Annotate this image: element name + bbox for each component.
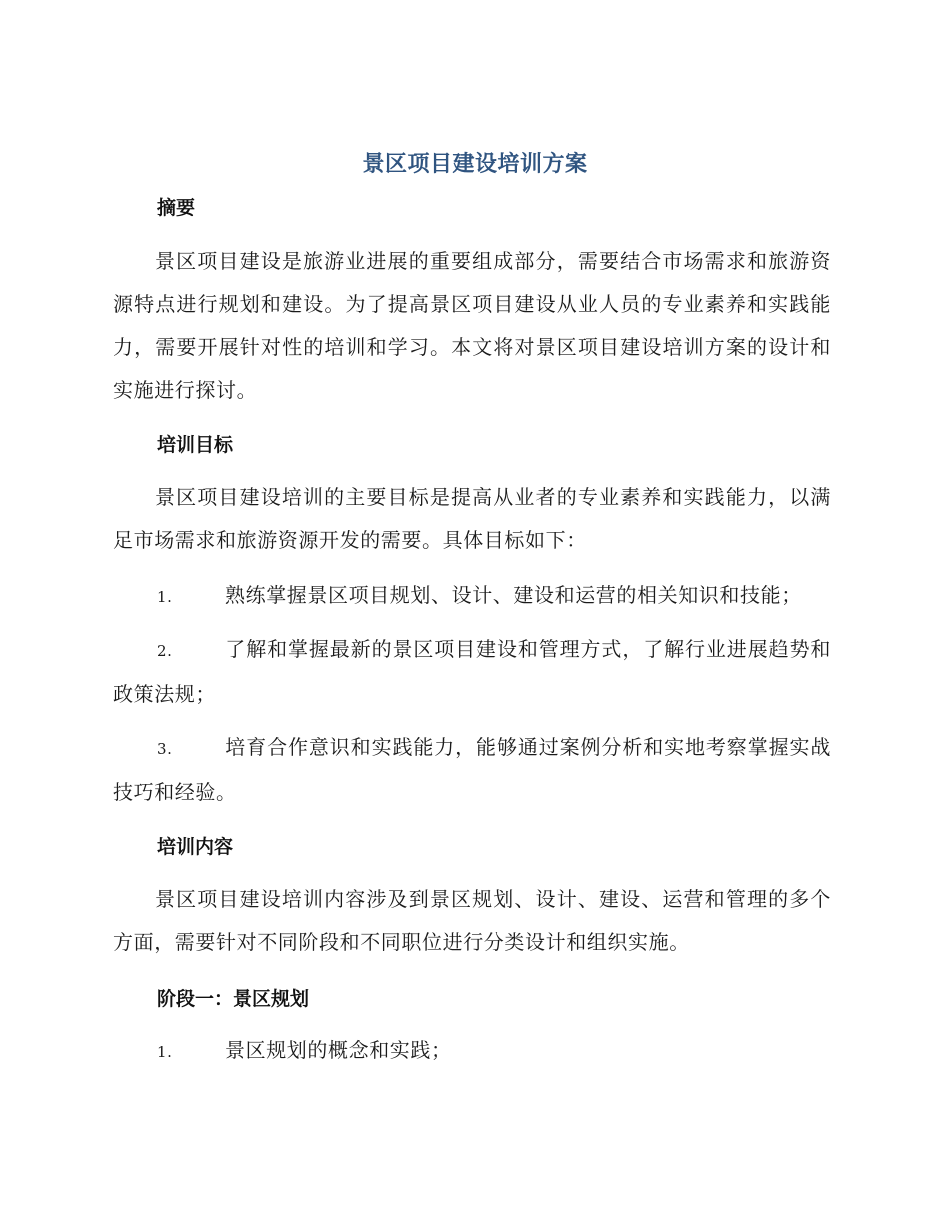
- goals-paragraph: 景区项目建设培训的主要目标是提高从业者的专业素养和实践能力，以满足市场需求和旅游资源开发的需要。具体目标如下：: [113, 485, 831, 552]
- list-item-number: 3.: [157, 740, 173, 758]
- section-heading-content: 培训内容: [157, 836, 234, 858]
- section-heading-abstract: 摘要: [157, 197, 196, 219]
- list-item-text: 景区规划的概念和实践；: [225, 1038, 452, 1062]
- goals-list-item: [113, 574, 831, 619]
- document-title: 景区项目建设培训方案: [362, 152, 588, 177]
- goals-list-item: [113, 628, 831, 716]
- content-paragraph: 景区项目建设培训内容涉及到景区规划、设计、建设、运营和管理的多个方面，需要针对不同阶段和不同职位进行分类设计和组织实施。: [113, 887, 831, 954]
- abstract-paragraph: 景区项目建设是旅游业进展的重要组成部分，需要结合市场需求和旅游资源特点进行规划和建设。为了提高景区项目建设从业人员的专业素养和实践能力，需要开展针对性的培训和学习。本文将对景区项目建设培训方案的设计和实施进行探讨。: [113, 249, 831, 402]
- list-item-number: 1.: [157, 588, 173, 606]
- list-item-number: 2.: [157, 642, 173, 660]
- stage1-list-item: [113, 1029, 831, 1074]
- list-item-text: 培育合作意识和实践能力，能够通过案例分析和实地考察掌握实战技巧和经验。: [113, 735, 831, 804]
- goals-list-item: [113, 726, 831, 814]
- section-heading-stage1: 阶段一：景区规划: [157, 988, 310, 1010]
- list-item-number: 1.: [157, 1043, 173, 1061]
- section-heading-goals: 培训目标: [157, 434, 234, 456]
- list-item-text: 熟练掌握景区项目规划、设计、建设和运营的相关知识和技能；: [225, 583, 802, 607]
- list-item-text: 了解和掌握最新的景区项目建设和管理方式，了解行业进展趋势和政策法规；: [113, 637, 831, 706]
